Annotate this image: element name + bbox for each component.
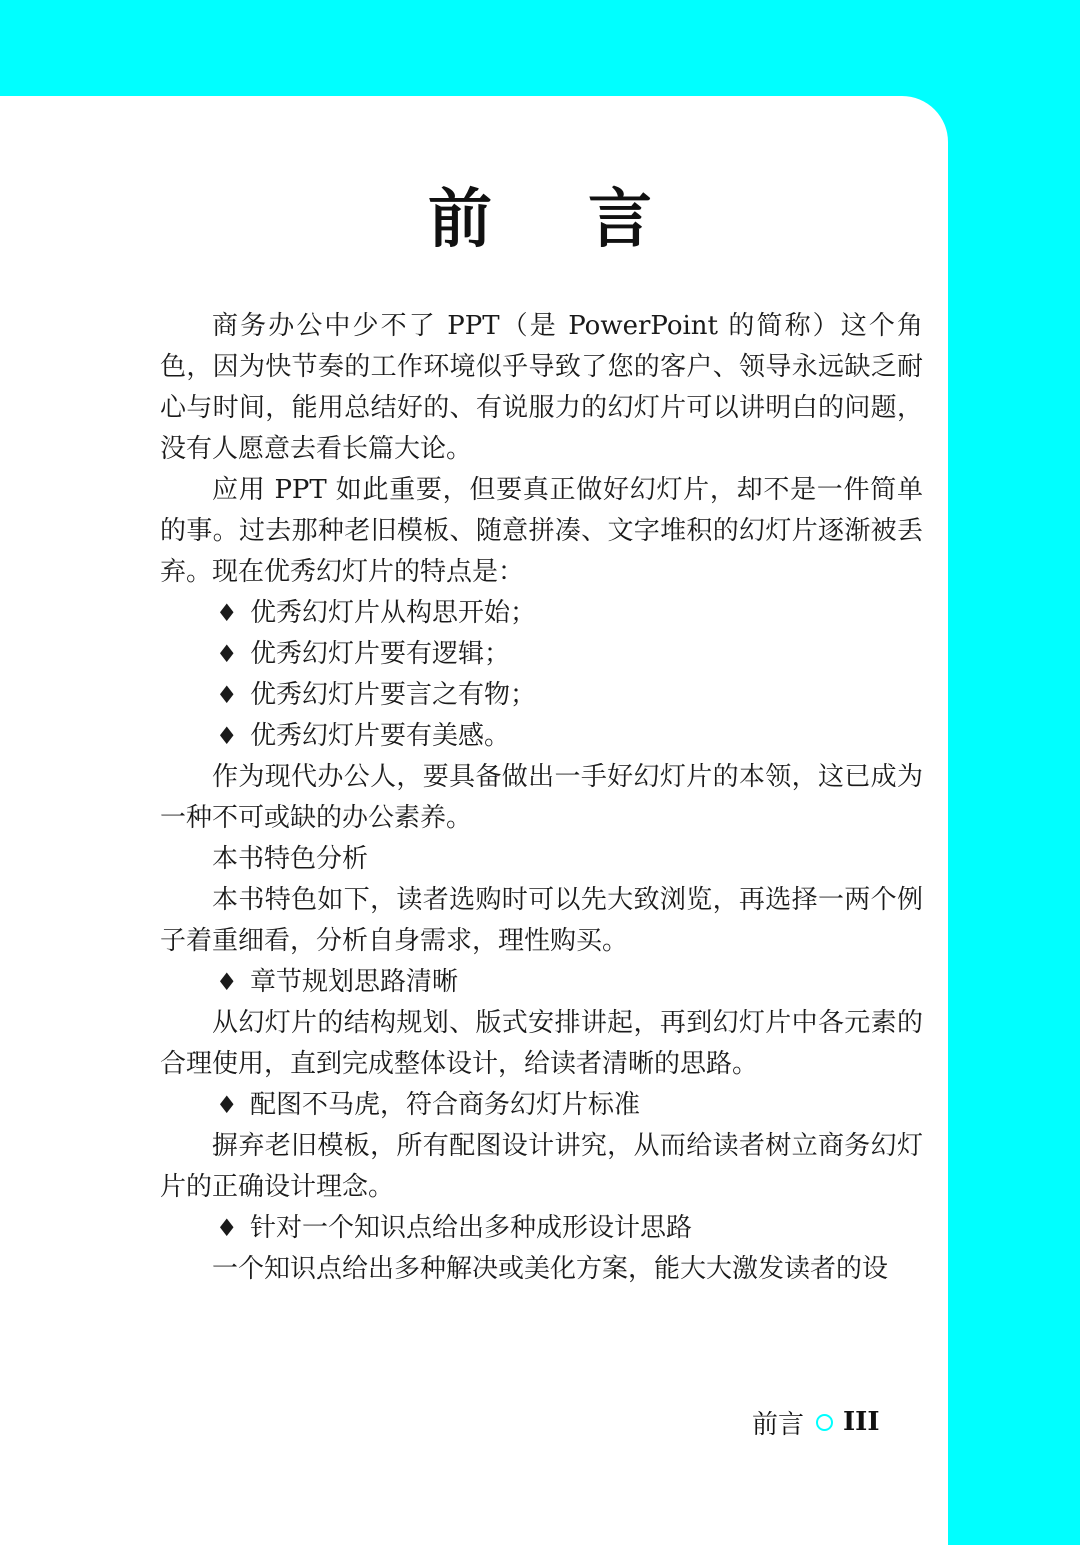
footer-section-label: 前言 [752, 1409, 805, 1440]
body-paragraph: 从幻灯片的结构规划、版式安排讲起，再到幻灯片中各元素的合理使用，直到完成整体设计，给读者清晰的思路。 [160, 1008, 923, 1079]
diamond-bullet-icon: ♦ [216, 599, 238, 627]
bullet-text: 章节规划思路清晰 [250, 967, 459, 997]
bullet-item [160, 1085, 923, 1126]
bullet-text: 配图不马虎，符合商务幻灯片标准 [250, 1090, 641, 1120]
body-paragraph: 本书特色如下，读者选购时可以先大致浏览，再选择一两个例子着重细看，分析自身需求，理性购买。 [160, 885, 923, 956]
body-paragraph: 摒弃老旧模板，所有配图设计讲究，从而给读者树立商务幻灯片的正确设计理念。 [160, 1131, 923, 1202]
page-title [0, 168, 1080, 260]
bullet-text: 优秀幻灯片从构思开始； [250, 598, 537, 628]
diamond-bullet-icon: ♦ [216, 1214, 238, 1242]
bullet-text: 优秀幻灯片要有美感。 [250, 721, 511, 751]
bullet-item [160, 675, 923, 716]
bullet-text: 针对一个知识点给出多种成形设计思路 [250, 1213, 693, 1243]
bullet-item [160, 1208, 923, 1249]
bullet-item [160, 634, 923, 675]
page-number: III [843, 1407, 880, 1437]
diamond-bullet-icon: ♦ [216, 640, 238, 668]
bullet-item [160, 593, 923, 634]
body-paragraph: 应用 PPT 如此重要，但要真正做好幻灯片，却不是一件简单的事。过去那种老旧模板、随意拼凑、文字堆积的幻灯片逐渐被丢弃。现在优秀幻灯片的特点是： [160, 475, 923, 587]
diamond-bullet-icon: ♦ [216, 722, 238, 750]
body-paragraph: 作为现代办公人，要具备做出一手好幻灯片的本领，这已成为一种不可或缺的办公素养。 [160, 762, 923, 833]
diamond-bullet-icon: ♦ [216, 968, 238, 996]
circle-icon [816, 1414, 833, 1431]
bullet-item [160, 962, 923, 1003]
bullet-text: 优秀幻灯片要有逻辑； [250, 639, 511, 669]
body-paragraph: 商务办公中少不了 PPT（是 PowerPoint 的简称）这个角色，因为快节奏的工作环境似乎导致了您的客户、领导永远缺乏耐心与时间，能用总结好的、有说服力的幻灯片可以讲明白的问题，没有人愿意去看长篇大论。 [160, 311, 923, 464]
body-paragraph: 本书特色分析 [212, 844, 369, 874]
title-char-left: 前 [428, 182, 492, 257]
page-footer [752, 1402, 880, 1442]
body-paragraph: 一个知识点给出多种解决或美化方案，能大大激发读者的设 [212, 1254, 889, 1284]
bullet-text: 优秀幻灯片要言之有物； [250, 680, 537, 710]
diamond-bullet-icon: ♦ [216, 1091, 238, 1119]
preface-body [160, 306, 923, 1290]
title-char-right: 言 [588, 182, 652, 257]
bullet-item [160, 716, 923, 757]
diamond-bullet-icon: ♦ [216, 681, 238, 709]
